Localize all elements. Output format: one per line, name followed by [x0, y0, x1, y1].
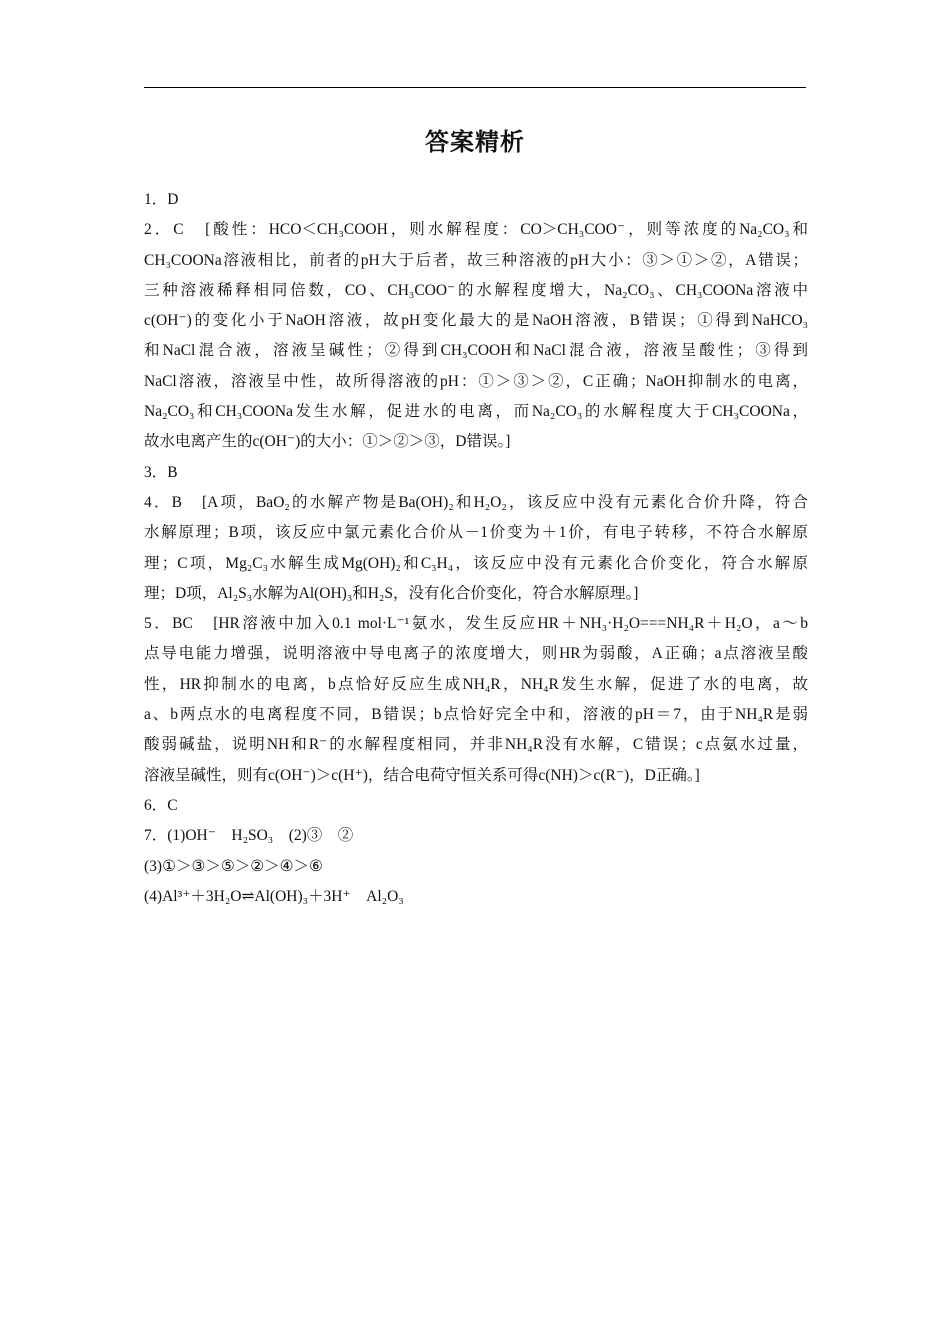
answer-line: 4．B [A项，BaO₂的水解产物是Ba(OH)₂和H₂O₂，该反应中没有元素化合价升降，符合	[144, 493, 808, 511]
header-rule	[144, 87, 806, 88]
answer-line: 三种溶液稀释相同倍数，CO、CH₃COO⁻的水解程度增大，Na₂CO₃、CH₃COONa溶液中	[144, 281, 808, 299]
answer-line: 故水电离产生的c(OH⁻)的大小：①＞②＞③，D错误。]	[144, 433, 511, 451]
answer-line: 3．B	[144, 463, 178, 481]
answer-line: 水解原理；B项，该反应中氯元素化合价从－1价变为＋1价，有电子转移，不符合水解原	[144, 524, 808, 542]
answer-line: 5．BC [HR溶液中加入0.1 mol·L⁻¹氨水，发生反应HR＋NH₃·H₂O===NH₄R＋H₂O，a～b	[144, 615, 808, 633]
answer-line: CH₃COONa溶液相比，前者的pH大于后者，故三种溶液的pH大小：③＞①＞②，A错误；	[144, 251, 808, 269]
answer-line: 酸弱碱盐，说明NH和R⁻的水解程度相同，并非NH₄R没有水解，C错误；c点氨水过量，	[144, 736, 808, 754]
answer-item	[144, 791, 808, 821]
answer-item	[144, 821, 808, 851]
answer-line: 理；D项，Al₂S₃水解为Al(OH)₃和H₂S，没有化合价变化，符合水解原理。]	[144, 584, 639, 602]
answer-list	[144, 185, 808, 912]
answer-line: 理；C项，Mg₂C₃水解生成Mg(OH)₂和C₃H₄，该反应中没有元素化合价变化，符合水解原	[144, 554, 808, 572]
answer-line: 7．(1)OH⁻ H₂SO₃ (2)③ ②	[144, 827, 354, 845]
answer-item	[144, 488, 808, 609]
answer-item	[144, 609, 808, 791]
answer-line: NaCl溶液，溶液呈中性，故所得溶液的pH：①＞③＞②，C正确；NaOH抑制水的电离，	[144, 372, 808, 390]
answer-line: c(OH⁻)的变化小于NaOH溶液，故pH变化最大的是NaOH溶液，B错误；①得到NaHCO₃	[144, 312, 808, 330]
answer-line: 和NaCl混合液，溶液呈碱性；②得到CH₃COOH和NaCl混合液，溶液呈酸性；③得到	[144, 342, 808, 360]
answer-item	[144, 882, 808, 912]
answer-line: 1．D	[144, 191, 179, 208]
answer-item	[144, 458, 808, 488]
answer-line: (4)Al³⁺＋3H₂O⇌Al(OH)₃＋3H⁺ Al₂O₃	[144, 887, 404, 905]
answer-line: (3)①＞③＞⑤＞②＞④＞⑥	[144, 857, 323, 875]
answer-line: 性，HR抑制水的电离，b点恰好反应生成NH₄R，NH₄R发生水解，促进了水的电离，故	[144, 675, 808, 693]
answer-line: a、b两点水的电离程度不同，B错误；b点恰好完全中和，溶液的pH＝7，由于NH₄R是弱	[144, 706, 808, 724]
answer-line: 溶液呈碱性，则有c(OH⁻)＞c(H⁺)，结合电荷守恒关系可得c(NH)＞c(R⁻)，D正确。]	[144, 766, 700, 784]
answer-item	[144, 215, 808, 457]
answer-line: 2．C [酸性：HCO＜CH₃COOH，则水解程度：CO＞CH₃COO⁻，则等浓度的Na₂CO₃和	[144, 221, 808, 239]
answer-line: 6．C	[144, 796, 178, 814]
answer-item	[144, 852, 808, 882]
answer-item	[144, 185, 808, 215]
page-title: 答案精析	[425, 128, 525, 156]
answer-line: 点导电能力增强，说明溶液中导电离子的浓度增大，则HR为弱酸，A正确；a点溶液呈酸	[144, 645, 808, 663]
answer-line: Na₂CO₃和CH₃COONa发生水解，促进水的电离，而Na₂CO₃的水解程度大于CH₃COONa，	[144, 403, 808, 421]
